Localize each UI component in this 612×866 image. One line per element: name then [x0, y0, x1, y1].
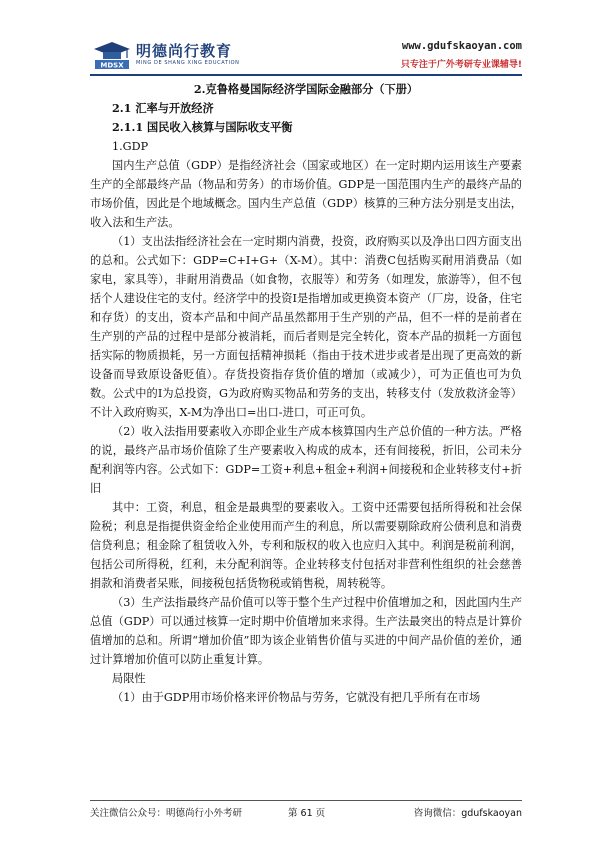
topic-heading: 1.GDP [112, 140, 149, 153]
footer-consult-wechat: 咨询微信：gdufskaoyan [413, 808, 522, 819]
page-number: 第 61 页 [288, 808, 326, 819]
graduation-cap-logo-icon [92, 40, 132, 70]
document-body [90, 80, 522, 707]
site-url[interactable]: www.gdufskaoyan.com [401, 40, 522, 52]
section-heading: 2.1 汇率与开放经济 [112, 101, 214, 115]
paragraph-income-components: 其中：工资，利息，租金是最典型的要素收入。工资中还需要包括所得税和社会保险税；利息是指提供资金给企业使用而产生的利息，所以需要剔除政府公债利息和消费信贷利息；租金除了租赁收入外，专利和版权的收入也应归入其中。利润是税前利润，包括公司所得税，红利，未分配利润等。企业转移支付包括对非营利性组织的社会慈善捐款和消费者呆账，间接税包括货物税或销售税，周转税等。 [90, 501, 522, 590]
brand-name: 明德尚行教育 [136, 42, 233, 60]
limitations-heading: 局限性 [112, 672, 146, 685]
paragraph-production-approach: （3）生产法指最终产品价值可以等于整个生产过程中价值增加之和，因此国内生产总值（GDP）可以通过核算一定时期中价值增加来求得。生产法最突出的特点是计算价值增加的总和。所谓“增加价值”即为该企业销售价值与买进的中间产品价值的差价，通过计算增加价值可以防止重复计算。 [90, 596, 522, 666]
paragraph-gdp-definition: 国内生产总值（GDP）是指经济社会（国家或地区）在一定时期内运用该生产要素生产的全部最终产品（物品和劳务）的市场价值。GDP是一国范围内生产的最终产品的市场价值，因此是个地域概念。国内生产总值（GDP）核算的三种方法分别是支出法，收入法和生产法。 [90, 159, 522, 229]
paragraph-limitation-1: （1）由于GDP用市场价格来评价物品与劳务，它就没有把几乎所有在市场 [112, 691, 481, 704]
logo-text: MDSX [100, 61, 124, 70]
subsection-heading: 2.1.1 国民收入核算与国际收支平衡 [112, 120, 293, 134]
page-header [90, 38, 522, 76]
brand-subtitle: MING DE SHANG XING EDUCATION [136, 60, 240, 66]
slogan: 只专注于广外考研专业课辅导! [400, 60, 522, 70]
paragraph-income-approach: （2）收入法指用要素收入亦即企业生产成本核算国内生产总价值的一种方法。严格的说，最终产品市场价值除了生产要素收入构成的成本，还有间接税，折旧，公司未分配利润等内容。公式如下：GDP=工资+利息+租金+利润+间接税和企业转移支付+折旧 [90, 425, 522, 495]
paragraph-expenditure-approach: （1）支出法指经济社会在一定时期内消费，投资，政府购买以及净出口四方面支出的总和。公式如下：GDP=C+I+G+（X-M）。其中：消费C包括购买耐用消费品（如家电，家具等），非耐用消费品（如食物，衣服等）和劳务（如理发，旅游等），但不包括个人建设住宅的支付。经济学中的投资I是指增加或更换资本资产（厂房，设备，住宅和存货）的支出，资本产品和中间产品虽然都用于生产别的产品，但不一样的是前者在生产别的产品的过程中是部分被消耗，而后者则是完全转化，资本产品的损耗一方面包括实际的物质损耗，另一方面包括精神损耗（指由于技术进步或者是出现了更高效的新设备而导致原设备贬值）。存货投资指存货价值的增加（或减少），可为正值也可为负数。公式中的I为总投资，G为政府购买物品和劳务的支出，转移支付（发放救济金等）不计入政府购买，X-M为净出口=出口-进口，可正可负。 [90, 235, 522, 419]
page-footer [90, 800, 522, 819]
footer-wechat-account: 关注微信公众号：明德尚行小外考研 [90, 808, 243, 819]
chapter-title: 2.克鲁格曼国际经济学国际金融部分（下册） [193, 82, 419, 96]
